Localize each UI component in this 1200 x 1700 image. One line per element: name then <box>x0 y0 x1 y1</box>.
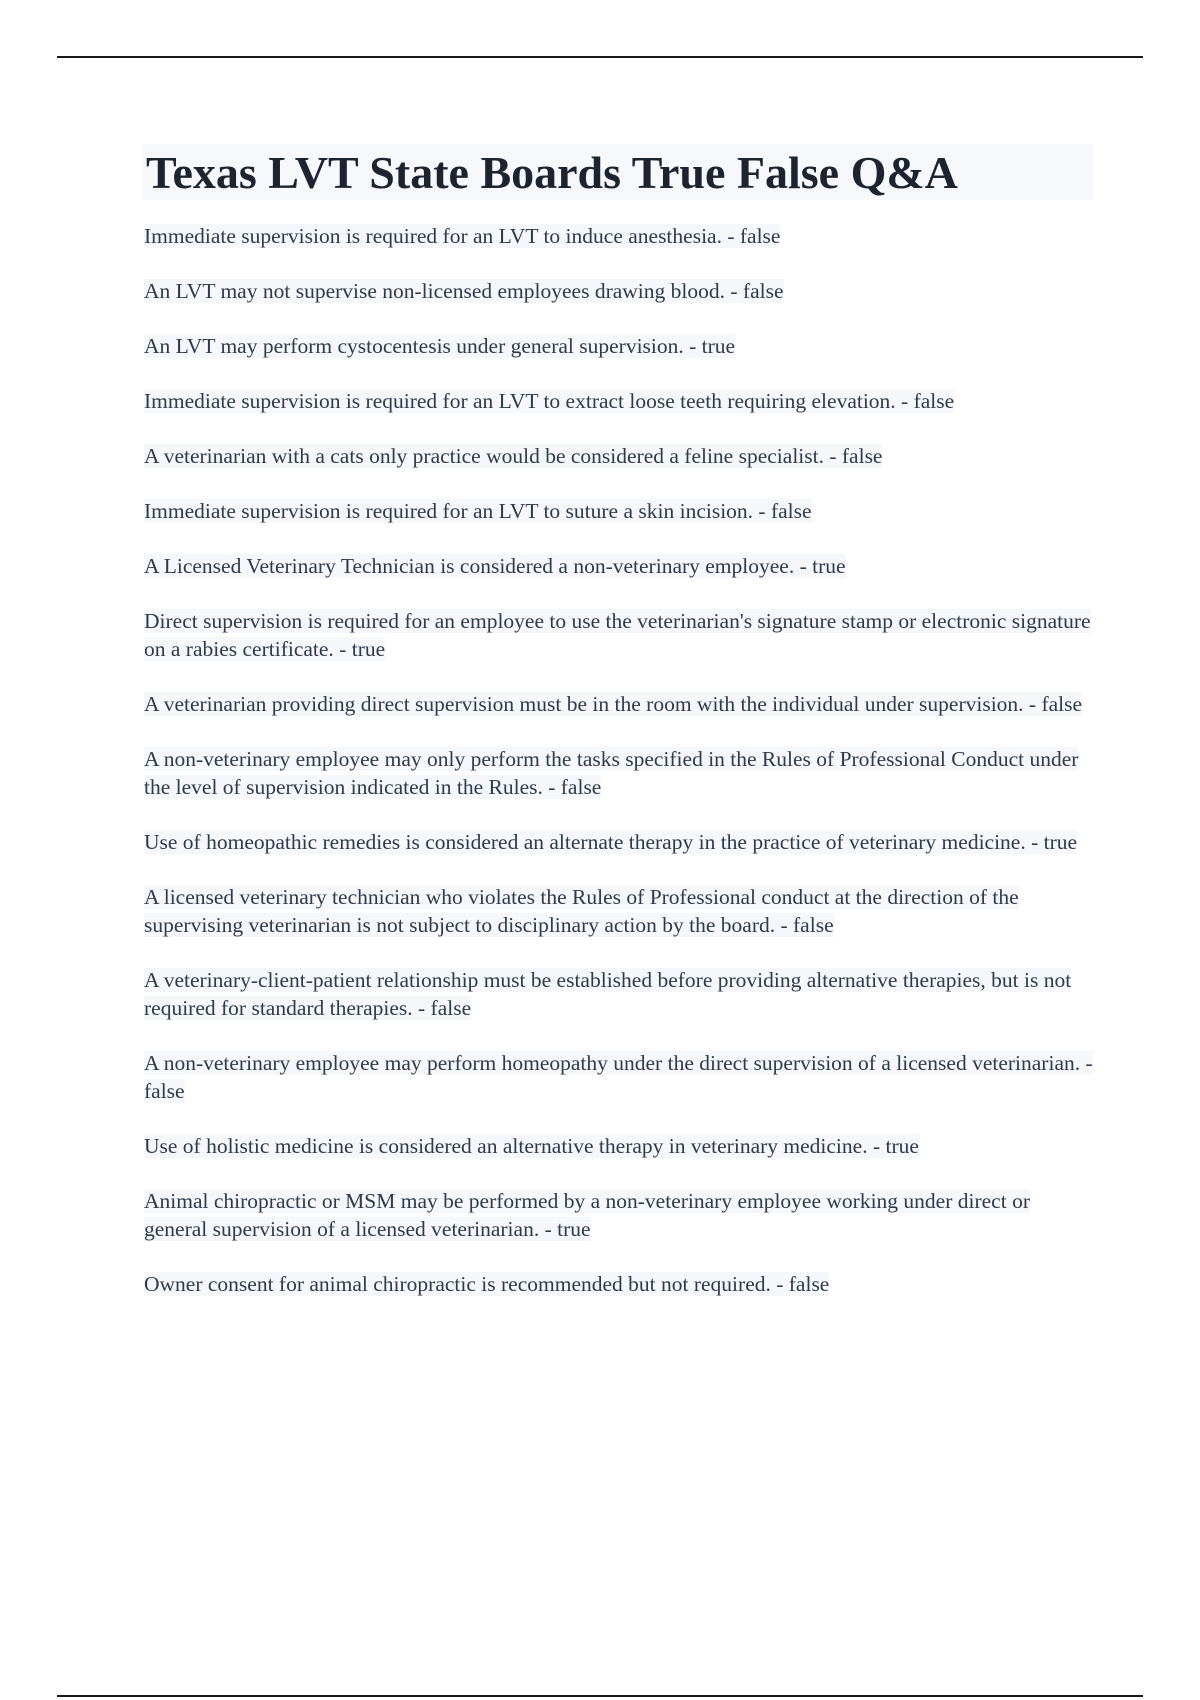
qa-item <box>144 1049 1094 1105</box>
top-divider <box>57 56 1143 58</box>
qa-text: Owner consent for animal chiropractic is recommended but not required. - false <box>144 1272 830 1296</box>
qa-item <box>144 497 1094 525</box>
qa-item <box>144 883 1094 939</box>
qa-text: An LVT may perform cystocentesis under general supervision. - true <box>144 334 736 358</box>
qa-item <box>144 1132 1094 1160</box>
qa-text: Use of holistic medicine is considered an alternative therapy in veterinary medicine. - true <box>144 1134 919 1158</box>
qa-item <box>144 552 1094 580</box>
document-body <box>144 144 1094 1325</box>
qa-item <box>144 1270 1094 1298</box>
qa-item <box>144 607 1094 663</box>
qa-item <box>144 387 1094 415</box>
qa-item <box>144 222 1094 250</box>
qa-text: Immediate supervision is required for an LVT to suture a skin incision. - false <box>144 499 812 523</box>
qa-item <box>144 690 1094 718</box>
qa-text: Animal chiropractic or MSM may be performed by a non-veterinary employee working under direct or general supervision of a licensed veterinarian. - true <box>144 1189 1030 1241</box>
qa-item <box>144 1187 1094 1243</box>
qa-text: Immediate supervision is required for an LVT to induce anesthesia. - false <box>144 224 781 248</box>
qa-text: A licensed veterinary technician who violates the Rules of Professional conduct at the direction of the supervising veterinarian is not subject to disciplinary action by the board. - false <box>144 885 1019 937</box>
qa-list <box>144 222 1094 1298</box>
qa-text: A veterinarian with a cats only practice would be considered a feline specialist. - false <box>144 444 883 468</box>
qa-text: A Licensed Veterinary Technician is considered a non-veterinary employee. - true <box>144 554 846 578</box>
qa-item <box>144 828 1094 856</box>
qa-text: Use of homeopathic remedies is considered an alternate therapy in the practice of veterinary medicine. - true <box>144 830 1078 854</box>
qa-text: Direct supervision is required for an employee to use the veterinarian's signature stamp or electronic signature on a rabies certificate. - true <box>144 609 1091 661</box>
qa-text: A non-veterinary employee may only perform the tasks specified in the Rules of Professional Conduct under the level of supervision indicated in the Rules. - false <box>144 747 1079 799</box>
title-block <box>142 144 1094 200</box>
qa-item <box>144 745 1094 801</box>
qa-text: An LVT may not supervise non-licensed employees drawing blood. - false <box>144 279 784 303</box>
qa-text: A veterinarian providing direct supervision must be in the room with the individual under supervision. - false <box>144 692 1083 716</box>
qa-item <box>144 277 1094 305</box>
qa-text: Immediate supervision is required for an LVT to extract loose teeth requiring elevation. - false <box>144 389 955 413</box>
page-title: Texas LVT State Boards True False Q&A <box>146 147 958 198</box>
bottom-divider <box>57 1695 1143 1697</box>
qa-text: A veterinary-client-patient relationship must be established before providing alternative therapies, but is not required for standard therapies. - false <box>144 968 1072 1020</box>
qa-item <box>144 332 1094 360</box>
qa-item <box>144 442 1094 470</box>
qa-text: A non-veterinary employee may perform homeopathy under the direct supervision of a licensed veterinarian. - false <box>144 1051 1093 1103</box>
qa-item <box>144 966 1094 1022</box>
